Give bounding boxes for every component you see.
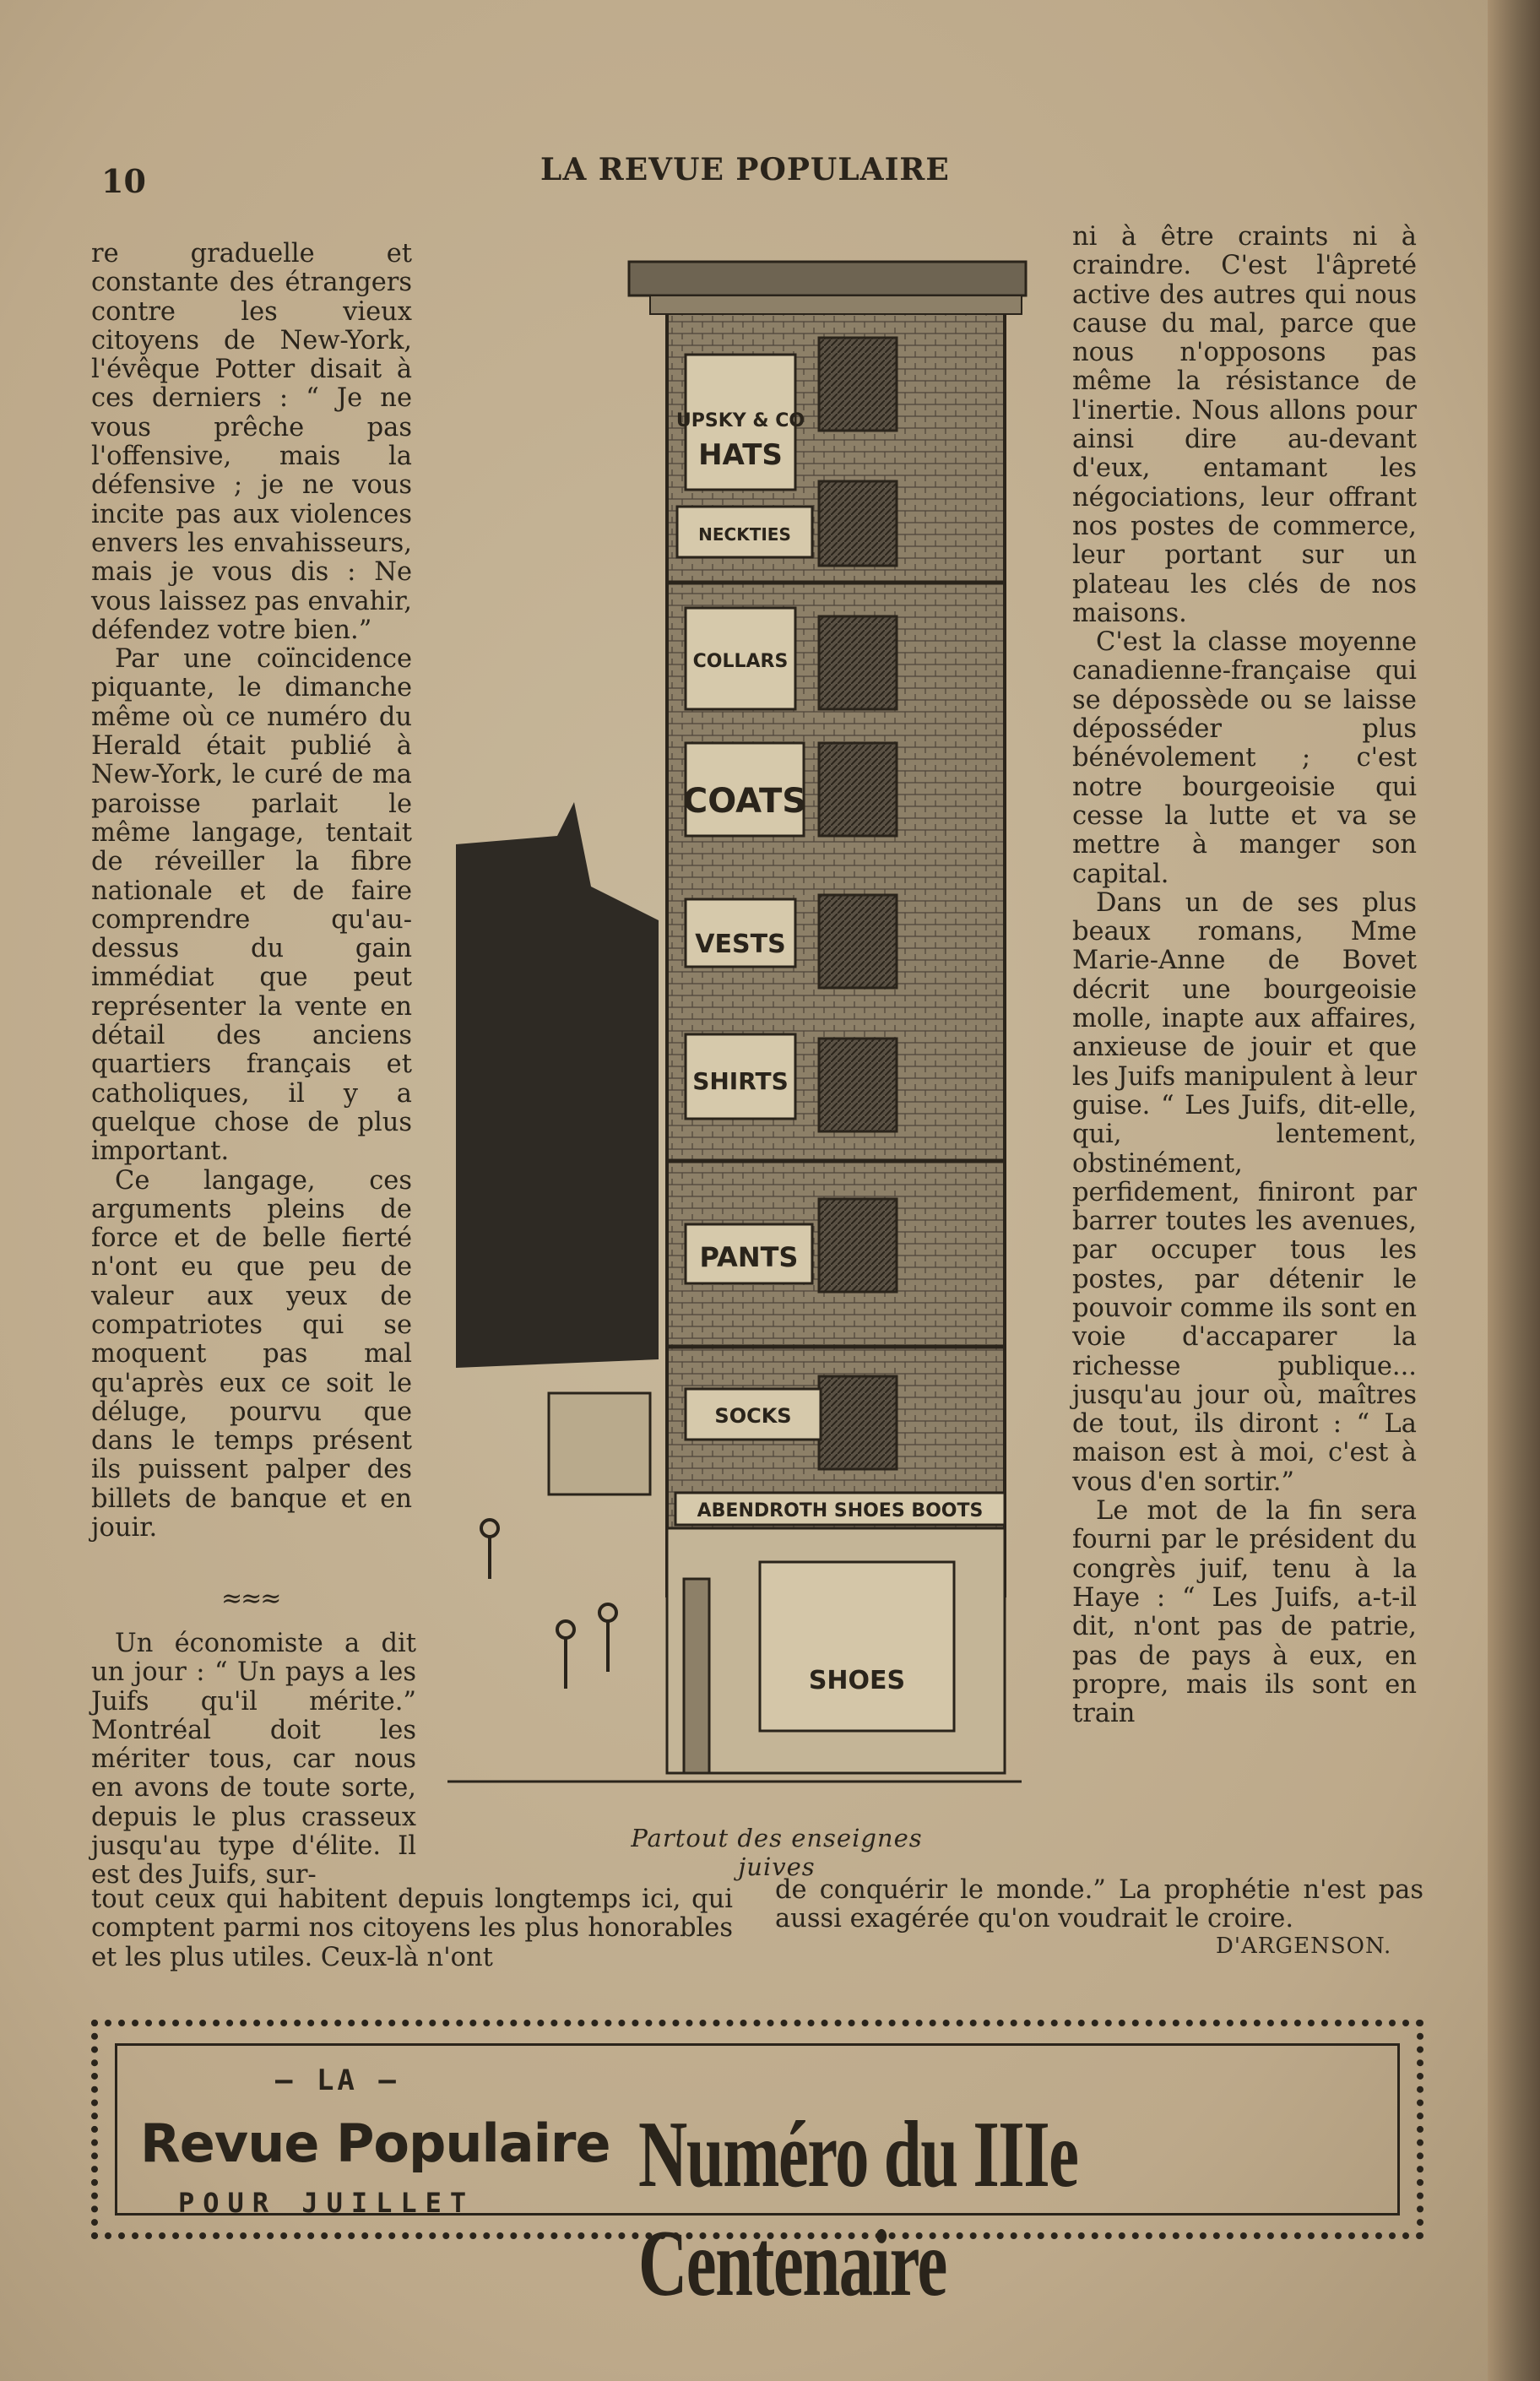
- left-column-lower: [91, 1630, 416, 1890]
- sign-pants: PANTS: [699, 1241, 799, 1273]
- sign-socks: SOCKS: [714, 1404, 792, 1428]
- right-paragraph-2: C'est la classe moyenne canadienne-française qui se dépossède ou se laisse déposséder plus bénévolement ; c'est notre bourgeoisie qui cesse la lutte et va se mettre à manger son capital.: [1072, 627, 1417, 889]
- section-ornament: ≈≈≈: [221, 1584, 280, 1614]
- sign-shoes: SHOES: [808, 1666, 906, 1695]
- sign-collars: COLLARS: [692, 651, 789, 672]
- left-paragraph-2: Par une coïncidence piquante, le dimanche même où ce numéro du Herald était publié à New-York, le curé de ma paroisse parlait le même langage, tentait de réveiller la fibre nationale et de faire comprendre qu'au-dessus du gain immédiat que peut représenter la vente en détail des anciens quartiers français et catholiques, il y a quelque chose de plus important.: [91, 644, 412, 1167]
- right-paragraph-3: Dans un de ses plus beaux romans, Mme Marie-Anne de Bovet décrit une bourgeoisie molle, inapte aux affaires, anxieuse de jouir et que les Juifs manipulent à leur guise. “ Les Juifs, dit-elle, qui, lentement, obstinément, perfidement, finiront par barrer toutes les avenues, par occuper tous les postes, par détenir le pouvoir comme ils sont en voie d'accaparer la richesse publique... jusqu'au jour où, maîtres de tout, ils diront : “ La maison est à moi, c'est à vous d'en sortir.”: [1072, 887, 1417, 1497]
- bottom-right-text: [775, 1876, 1423, 1934]
- banner-title: Revue Populaire: [140, 2113, 610, 2174]
- sign-coats: COATS: [682, 782, 807, 821]
- advertisement-banner: [91, 2020, 1423, 2316]
- building-illustration: [439, 245, 1030, 1815]
- sign-vests: VESTS: [695, 930, 786, 959]
- running-head: LA REVUE POPULAIRE: [540, 152, 950, 187]
- author-signature: D'ARGENSON.: [1216, 1934, 1392, 1959]
- banner-la: — LA —: [275, 2064, 399, 2097]
- right-paragraph-4: Le mot de la fin sera fourni par le président du congrès juif, tenu à la Haye : “ Les Juifs, a-t-il dit, n'ont pas de patrie, pas de pays à eux, en propre, mais ils sont en train: [1072, 1496, 1417, 1729]
- right-paragraph-1: ni à être craints ni à craindre. C'est l'âpreté active des autres qui nous cause du mal, parce que nous n'opposons pas même la résistance de l'inertie. Nous allons pour ainsi dire au-devant d'eux, entamant les négociations, leur offrant nos postes de commerce, leur portant sur un plateau les clés de nos maisons.: [1072, 222, 1417, 628]
- left-paragraph-4: Un économiste a dit un jour : “ Un pays a les Juifs qu'il mérite.” Montréal doit les mériter tous, car nous en avons de toute sorte, depuis le plus crasseux jusqu'au type d'élite. Il est des Juifs, sur-: [91, 1629, 416, 1890]
- page-spine: [1488, 0, 1540, 2381]
- page-number: 10: [101, 162, 146, 200]
- illustration-caption: Partout des enseignes juives: [631, 1824, 923, 1881]
- svg-text:HATS: HATS: [698, 438, 783, 472]
- bottom-left-paragraph: tout ceux qui habitent depuis longtemps ici, qui comptent parmi nos citoyens les plus honorables et les plus utiles. Ceux-là n'ont: [91, 1885, 733, 1972]
- left-paragraph-3: Ce langage, ces arguments pleins de force et de belle fierté n'ont eu que peu de valeur aux yeux de compatriotes qui se moquent pas mal qu'après eux ce soit le déluge, pourvu que dans le temps présent ils puissent palper des billets de banque et en jouir.: [91, 1165, 412, 1543]
- banner-subtitle: POUR JUILLET: [178, 2187, 475, 2219]
- left-paragraph-1: re graduelle et constante des étrangers contre les vieux citoyens de New-York, l'évêque Potter disait à ces derniers : “ Je ne vous prêche pas l'offensive, mais la défensive ; je ne vous incite pas aux violences envers les envahisseurs, mais je vous dis : Ne vous laissez pas envahir, défendez votre bien.”: [91, 239, 412, 645]
- sign-hats: UPSKY & CO: [675, 410, 805, 431]
- left-column: [91, 240, 412, 1543]
- sign-shirts: SHIRTS: [692, 1067, 789, 1095]
- banner-headline: Numéro du IIIe Centenaire: [638, 2102, 1078, 2316]
- sign-abendroth: ABENDROTH SHOES BOOTS: [697, 1500, 984, 1521]
- right-column: [1072, 223, 1417, 1728]
- bottom-left-text: [91, 1885, 733, 1972]
- sign-neckties: NECKTIES: [698, 524, 791, 545]
- bottom-right-paragraph: de conquérir le monde.” La prophétie n'est pas aussi exagérée qu'on voudrait le croire.: [775, 1875, 1423, 1934]
